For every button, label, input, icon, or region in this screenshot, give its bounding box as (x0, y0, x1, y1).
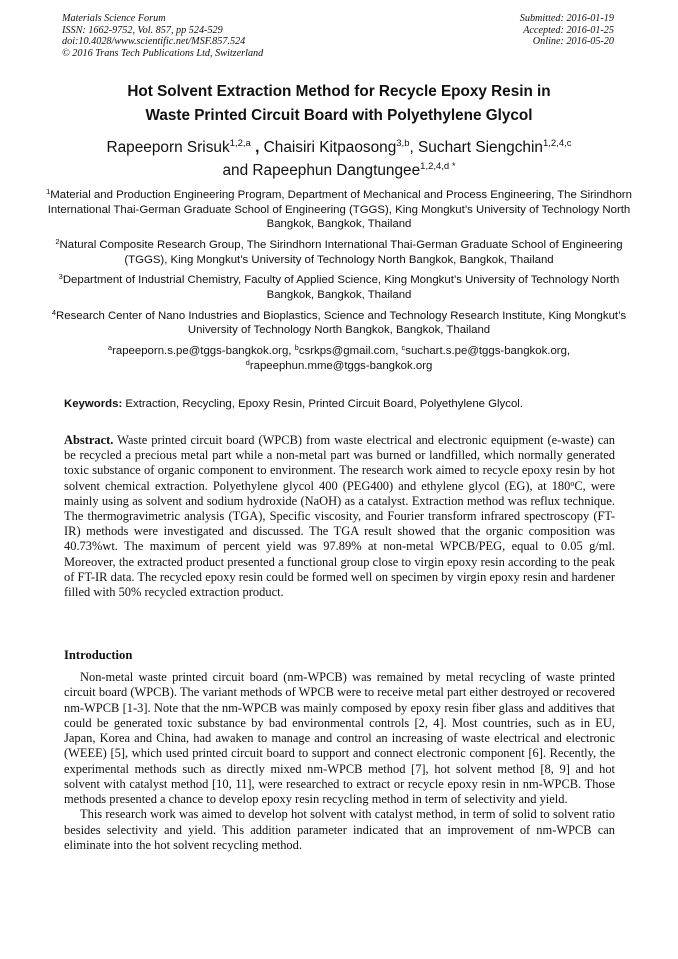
email-address[interactable]: rapeeporn.s.pe@tggs-bangkok.org, (112, 345, 295, 358)
author-name: Rapeeporn Srisuk (106, 139, 230, 156)
affiliations (40, 188, 638, 379)
affiliation-1 (40, 188, 638, 232)
introduction-heading: Introduction (64, 648, 133, 662)
affiliation-text: Natural Composite Research Group, The Sirindhorn International Thai-German Graduate School of Engineering (TGGS), King Mongkut’s University of Technology North Bangkok, Bangkok, Thailand (59, 238, 623, 266)
abstract-text: C, were mainly using as solvent and sodium hydroxide (NaOH) as a catalyst. Extraction method was reflux technique. The thermogravimetric analysis (TGA), Specific viscosity, and Fourier transform infrared spectroscopy (FT-IR) methods were investigated and discussed. The TGA result showed that the organic composition was 40.73%wt. The maximum of percent yield was 97.89% at non-metal WPCB/PEG, equal to 0.05 g/ml. Moreover, the extracted product presented a functional group close to virgin epoxy resin according to the peak of FT-IR data. The recycled epoxy resin could be formed well on specimen by virgin epoxy resin and hardener filled with 50% recycled extraction product. (64, 478, 615, 600)
paragraph: Non-metal waste printed circuit board (nm-WPCB) was remained by metal recycling of waste printed circuit board (WPCB). The variant methods of WPCB were to receive metal part either destroyed or recovered nm-WPCB [1-3]. Note that the nm-WPCB was mainly composed by epoxy resin fiber glass and additives that could be generated toxic substance by bad environmental controls [2, 4]. Most countries, such as in EU, Japan, Korea and China, had awaken to manage and control an increasing of waste electrical and electronic (WEEE) [5], which used printed circuit board to support and connect electronic component [6]. Recently, the experimental methods such as directly mixed nm-WPCB method [7], hot solvent method [8, 9] and hot solvent with catalyst method [10, 11], were researched to extract or recycle epoxy resin in nm-WPCB. Those methods presented a chance to develop epoxy resin recycling method in term of selectivity and yield. (64, 670, 615, 806)
title-line-2: Waste Printed Circuit Board with Polyethylene Glycol (145, 107, 533, 124)
affiliation-4 (40, 309, 638, 338)
paper-title (50, 80, 628, 128)
keywords (64, 397, 624, 412)
submission-dates (520, 13, 614, 48)
author-affiliation-marker: 1,2,4,c (542, 138, 572, 149)
title-line-1: Hot Solvent Extraction Method for Recycle Epoxy Resin in (127, 83, 551, 100)
submitted-date: Submitted: 2016-01-19 (519, 13, 614, 24)
author-line-1 (40, 136, 638, 159)
journal-doi: doi:10.4028/www.scientific.net/MSF.857.524 (62, 36, 246, 48)
abstract-label: Abstract. (64, 433, 114, 447)
author-and: and (222, 162, 253, 179)
accepted-date: Accepted: 2016-01-25 (523, 24, 614, 36)
affiliation-number: 2 (55, 236, 60, 246)
email-marker: d (245, 357, 250, 367)
email-marker: c (401, 343, 406, 353)
author-name: Rapeephun Dangtungee (252, 162, 421, 179)
journal-issn: ISSN: 1662-9752, Vol. 857, pp 524-529 (62, 24, 223, 36)
affiliation-number: 4 (51, 307, 57, 317)
journal-name: Materials Science Forum (62, 13, 166, 24)
email-address[interactable]: suchart.s.pe@tggs-bangkok.org, (405, 345, 571, 358)
affiliation-text: Material and Production Engineering Program, Department of Mechanical and Process Engineering, The Sirindhorn International Thai-German Graduate School of Engineering (TGGS), King Mongkut’s University of Technology North Bangkok, Bangkok, Thailand (47, 189, 632, 231)
online-date: Online: 2016-05-20 (532, 36, 614, 48)
introduction-body (64, 670, 615, 853)
author-line-2 (40, 159, 638, 182)
affiliation-2 (40, 238, 638, 267)
author-list (40, 136, 638, 182)
journal-copyright: © 2016 Trans Tech Publications Ltd, Switzerland (62, 47, 264, 59)
affiliation-text: Department of Industrial Chemistry, Faculty of Applied Science, King Mongkut’s University of Technology North Bangkok, Bangkok, Thailand (62, 274, 620, 301)
keywords-text: Extraction, Recycling, Epoxy Resin, Printed Circuit Board, Polyethylene Glycol. (122, 398, 523, 410)
abstract-text: Waste printed circuit board (WPCB) from waste electrical and electronic equipment (e-waste) can be recycled a precious metal part while a non-metal part was burned or landfilled, which normally generated toxic substance of organic component to environment. The research work aimed to recycle epoxy resin by hot solvent chemical extraction. Polyethylene glycol 400 (PEG400) and ethylene glycol (EG), at 180 (64, 433, 615, 493)
author-separator: , (250, 139, 264, 156)
affiliation-text: Research Center of Nano Industries and Bioplastics, Science and Technology Research Institute, King Mongkut’s University of Technology North Bangkok, Bangkok, Thailand (56, 309, 627, 337)
keywords-label: Keywords: (64, 398, 123, 410)
email-marker: b (294, 343, 299, 353)
affiliation-3 (40, 273, 638, 302)
email-address[interactable]: rapeephun.mme@tggs-bangkok.org (249, 359, 433, 372)
degree-mark: o (570, 478, 575, 488)
author-separator: , (409, 139, 419, 156)
author-affiliation-marker: 3,b (396, 138, 410, 149)
affiliation-number: 3 (58, 272, 63, 282)
journal-info (62, 13, 263, 59)
author-affiliation-marker: 1,2,a (229, 138, 251, 149)
author-emails (40, 344, 638, 373)
email-address[interactable]: csrkps@gmail.com, (298, 345, 402, 358)
author-affiliation-marker: 1,2,4,d * (420, 161, 456, 172)
author-name: Suchart Siengchin (418, 139, 543, 156)
abstract (64, 433, 615, 600)
email-marker: a (107, 343, 113, 353)
paragraph: This research work was aimed to develop hot solvent with catalyst method, in term of solid to solvent ratio besides selectivity and yield. This addition parameter indicated that an improvement of nm-WPCB can eliminate into the hot solvent recycling method. (64, 807, 615, 852)
author-name: Chaisiri Kitpaosong (263, 139, 397, 156)
affiliation-number: 1 (46, 187, 51, 196)
